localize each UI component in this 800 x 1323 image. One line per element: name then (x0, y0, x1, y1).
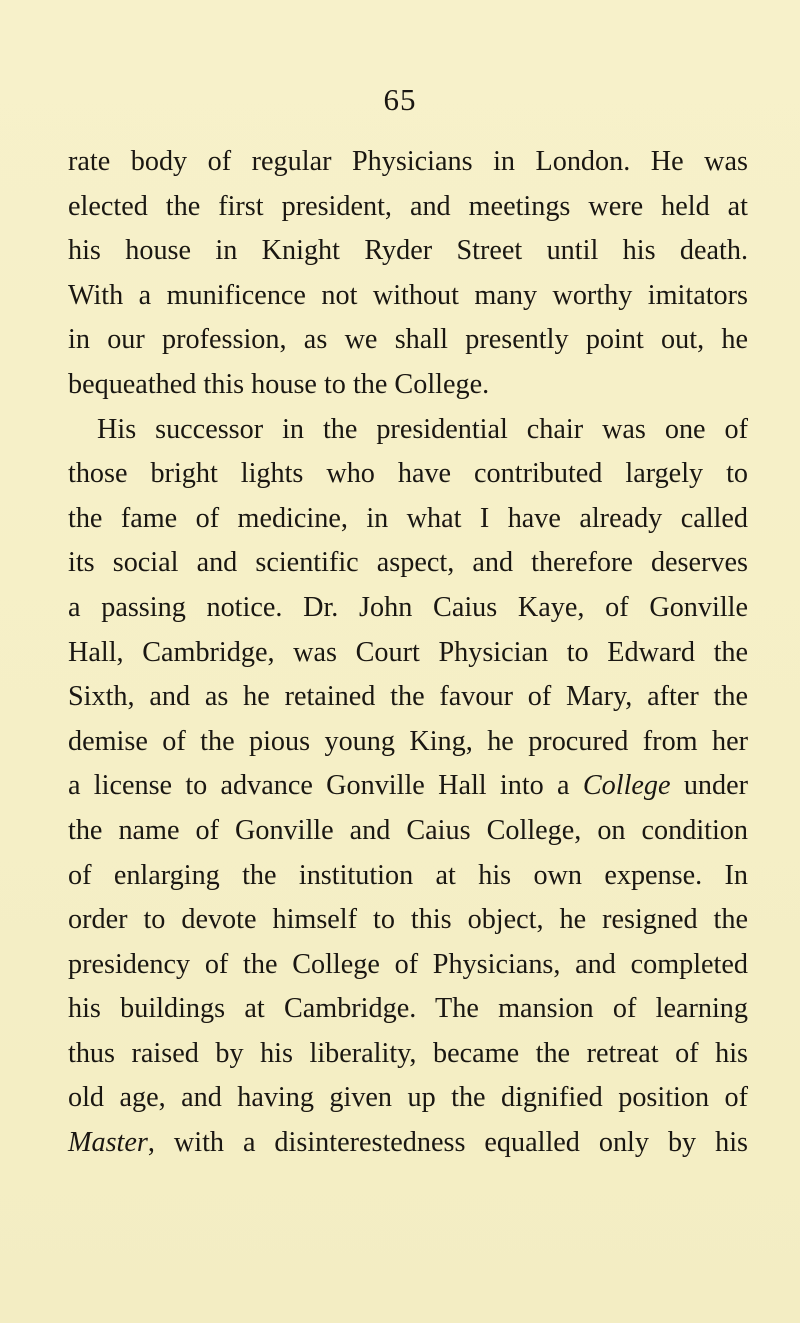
text-line: old age, and having given up the dignified position of (68, 1082, 748, 1114)
text-line: rate body of regular Physicians in London. He was (68, 146, 748, 177)
text-line (68, 1121, 748, 1166)
text-line: those bright lights who have contributed largely to (68, 458, 748, 490)
text-line: its social and scientific aspect, and therefore deserves (68, 547, 748, 579)
text-line: his house in Knight Ryder Street until his death. (68, 235, 748, 267)
italic-word-master: Master (68, 1127, 148, 1159)
italic-word-college: College (582, 770, 671, 802)
text-line: thus raised by his liberality, became the retreat of his (68, 1037, 748, 1069)
text-line: Sixth, and as he retained the favour of Mary, after the (68, 681, 748, 713)
text-segment: under (683, 770, 749, 802)
paragraph-first-line: His successor in the presidential chair was one of (97, 413, 748, 445)
text-line: order to devote himself to this object, he resigned the (68, 904, 748, 936)
text-line (68, 764, 748, 809)
text-line: his buildings at Cambridge. The mansion of learning (68, 993, 748, 1025)
text-segment: a license to advance Gonville Hall into a (68, 770, 570, 802)
text-line: presidency of the College of Physicians, and completed (68, 948, 748, 980)
text-segment: , with a disinterestedness equalled only by his (147, 1127, 748, 1159)
text-line: in our profession, as we shall presently point out, he (68, 324, 748, 356)
text-line: bequeathed this house to the College. (68, 368, 490, 400)
text-line: Hall, Cambridge, was Court Physician to Edward the (68, 636, 748, 668)
text-line: the name of Gonville and Caius College, on condition (68, 814, 748, 846)
text-line: of enlarging the institution at his own expense. In (68, 859, 748, 891)
page-number: 65 (383, 82, 417, 117)
text-line: a passing notice. Dr. John Caius Kaye, of Gonville (68, 591, 748, 623)
text-line: elected the first president, and meetings were held at (68, 190, 748, 222)
text-line: With a munificence not without many worthy imitators (68, 279, 748, 311)
body-text (68, 140, 748, 1166)
text-line: the fame of medicine, in what I have already called (68, 502, 748, 534)
text-line: demise of the pious young King, he procured from her (68, 725, 748, 757)
